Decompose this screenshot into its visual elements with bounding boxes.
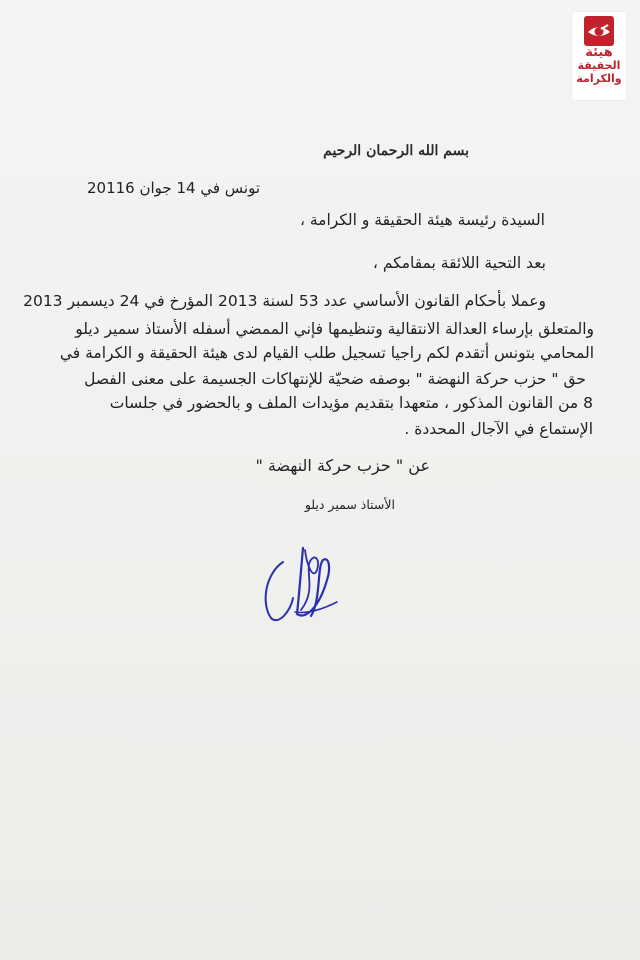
logo-text-line-3: والكرامة bbox=[576, 72, 622, 85]
body-line: وعملا بأحكام القانون الأساسي عدد 53 لسنة 2013 المؤرخ في 24 ديسمبر 2013 bbox=[23, 292, 546, 310]
closing-line: عن " حزب حركة النهضة " bbox=[255, 456, 430, 475]
greeting: بعد التحية اللائقة بمقامكم ، bbox=[372, 254, 546, 272]
logo-text-line-1: هيئة bbox=[585, 45, 613, 60]
basmala: بسم الله الرحمان الرحيم bbox=[323, 143, 469, 159]
handwritten-signature bbox=[255, 540, 345, 630]
body-line: الإستماع في الآجال المحددة . bbox=[404, 420, 593, 438]
letter-date: تونس في 14 جوان 20116 bbox=[87, 179, 260, 197]
signatory-name: الأستاذ سمير ديلو bbox=[304, 497, 395, 512]
ivd-logo bbox=[572, 12, 626, 100]
body-line: والمتعلق بإرساء العدالة الانتقالية وتنظيمها فإني الممضي أسفله الأستاذ سمير ديلو bbox=[75, 320, 594, 338]
body-line: 8 من القانون المذكور ، متعهدا بتقديم مؤيدات الملف و بالحضور في جلسات bbox=[109, 394, 593, 412]
addressee: السيدة رئيسة هيئة الحقيقة و الكرامة ، bbox=[299, 211, 545, 229]
body-line: المحامي بتونس أتقدم لكم راجيا تسجيل طلب القيام لدى هيئة الحقيقة و الكرامة في bbox=[59, 344, 594, 362]
body-line: حق " حزب حركة النهضة " بوصفه ضحيّة للإنتهاكات الجسيمة على معنى الفصل bbox=[84, 370, 586, 388]
eye-icon bbox=[584, 16, 614, 46]
logo-text-line-2: الحقيقة bbox=[577, 59, 621, 72]
